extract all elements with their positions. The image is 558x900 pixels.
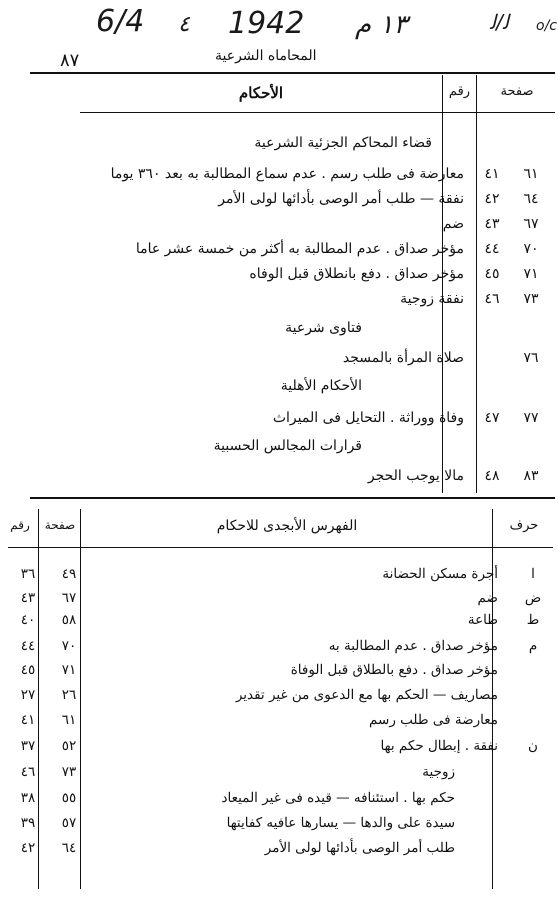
table-row (80, 241, 550, 263)
index-title: مؤخر صداق . عدم المطالبة به (328, 638, 498, 654)
index-page: ٦٤ (61, 840, 77, 856)
table-row (80, 291, 550, 313)
index-page: ٥٧ (61, 815, 77, 831)
lower-col-page-header: صفحة (44, 518, 76, 532)
row-title: مؤخر صداق . دفع بانطلاق قبل الوفاه (249, 266, 464, 282)
row-number: ٤٧ (484, 410, 500, 426)
index-page: ٥٨ (61, 612, 77, 628)
row-number: ٤٢ (484, 191, 500, 207)
section-heading: فتاوى شرعية (285, 320, 362, 336)
index-page: ٧٣ (61, 764, 77, 780)
table-row (80, 191, 550, 213)
index-number: ٣٩ (20, 815, 36, 831)
index-page: ٦١ (61, 712, 77, 728)
row-page: ٦٤ (523, 191, 539, 207)
index-row (8, 638, 553, 660)
index-title: ضم (477, 590, 498, 606)
row-page: ٦٧ (523, 216, 539, 232)
section-heading: قضاء المحاكم الجزئية الشرعية (254, 135, 432, 151)
row-page: ٧٣ (523, 291, 539, 307)
handwritten-number: ١٣ م (355, 10, 408, 40)
upper-col-num-header: رقم (448, 84, 471, 99)
handwritten-fraction: ﻟ/ﻟ (490, 10, 509, 34)
handwritten-corner-note: o/c (536, 18, 557, 34)
index-title: أجرة مسكن الحضانة (382, 566, 498, 582)
index-title: نفقة . إبطال حكم بها (380, 738, 498, 754)
index-number: ٤١ (20, 712, 36, 728)
index-title: زوجية (422, 764, 455, 780)
index-row (8, 712, 553, 734)
index-number: ٣٨ (20, 790, 36, 806)
handwritten-year: 1942 (228, 6, 305, 41)
index-letter: ا (531, 566, 535, 582)
row-title: وفاة ووراثة . التحايل فى الميراث (272, 410, 464, 426)
table-row (80, 468, 550, 490)
index-number: ٢٧ (20, 687, 36, 703)
index-title: طلب أمر الوصى بأدائها لولى الأمر (264, 840, 455, 856)
index-number: ٣٧ (20, 738, 36, 754)
index-letter: ن (528, 738, 538, 754)
journal-title: المحاماه الشرعية (215, 48, 317, 64)
index-title: مصاريف — الحكم بها مع الدعوى من غير تقدير (235, 687, 498, 703)
index-letter: ط (526, 612, 540, 628)
row-number: ٤٦ (484, 291, 500, 307)
table-row (80, 166, 550, 188)
row-page: ٨٣ (523, 468, 539, 484)
index-number: ٤٢ (20, 840, 36, 856)
index-row (8, 790, 553, 812)
page-number: ٨٧ (60, 50, 80, 71)
row-page: ٧٧ (523, 410, 539, 426)
index-number: ٤٣ (20, 590, 36, 606)
upper-table-header-rule (80, 112, 555, 113)
row-title: ضم (442, 216, 464, 232)
row-title: مؤخر صداق . عدم المطالبة به أكثر من خمسة عشر عاما (135, 241, 464, 257)
index-row (8, 687, 553, 709)
index-row (8, 662, 553, 684)
header-rule (30, 72, 555, 74)
index-number: ٤٥ (20, 662, 36, 678)
index-row (8, 815, 553, 837)
handwritten-mark: ٤ (178, 12, 190, 37)
index-letter: ض (524, 590, 542, 606)
index-page: ٤٩ (61, 566, 77, 582)
index-row (8, 738, 553, 760)
upper-col-page-header: صفحة (500, 84, 534, 99)
lower-table-header-rule (8, 547, 553, 548)
index-page: ٧٠ (61, 638, 77, 654)
lower-col-title-header: الفهرس الأبجدى للاحكام (216, 518, 358, 534)
section-heading: قرارات المجالس الحسبية (213, 438, 362, 454)
row-number: ٤٣ (484, 216, 500, 232)
row-title: نفقة زوجية (400, 291, 464, 307)
index-page: ٢٦ (61, 687, 77, 703)
section-heading: الأحكام الأهلية (280, 378, 362, 394)
index-row (8, 566, 553, 588)
index-number: ٤٤ (20, 638, 36, 654)
index-title: حكم بها . استئنافه — قيده فى غير الميعاد (221, 790, 455, 806)
index-title: معارضة فى طلب رسم (369, 712, 498, 728)
table-row (80, 266, 550, 288)
handwritten-date: 6/4 (96, 4, 145, 39)
row-number: ٤٨ (484, 468, 500, 484)
lower-col-num-header: رقم (10, 518, 30, 532)
row-title: صلاة المرأة بالمسجد (342, 350, 464, 366)
table-row (80, 410, 550, 432)
row-title: نفقة — طلب أمر الوصى بأدائها لولى الأمر (218, 191, 464, 207)
row-title: مالا يوجب الحجر (367, 468, 464, 484)
index-title: مؤخر صداق . دفع بالطلاق قبل الوفاة (290, 662, 498, 678)
index-page: ٦٧ (61, 590, 77, 606)
index-number: ٣٦ (20, 566, 36, 582)
row-title: معارضة فى طلب رسم . عدم سماع المطالبة به بعد ٣٦٠ يوما (110, 166, 464, 182)
row-page: ٦١ (523, 166, 539, 182)
index-number: ٤٦ (20, 764, 36, 780)
index-row (8, 764, 553, 786)
row-page: ٧١ (523, 266, 539, 282)
index-row (8, 612, 553, 634)
row-number: ٤١ (484, 166, 500, 182)
row-number: ٤٤ (484, 241, 500, 257)
index-row (8, 840, 553, 862)
index-page: ٧١ (61, 662, 77, 678)
index-row (8, 590, 553, 612)
index-letter: م (528, 638, 538, 654)
table-row (80, 350, 550, 372)
lower-col-letter-header: حرف (509, 518, 539, 533)
index-title: سيدة على والدها — يسارها عافيه كفايتها (226, 815, 455, 831)
row-number: ٤٥ (484, 266, 500, 282)
index-page: ٥٥ (61, 790, 77, 806)
row-page: ٧٠ (523, 241, 539, 257)
section-separator (30, 497, 555, 499)
row-page: ٧٦ (523, 350, 539, 366)
index-title: طاعة (467, 612, 498, 628)
index-number: ٤٠ (20, 612, 36, 628)
index-page: ٥٢ (61, 738, 77, 754)
table-row (80, 216, 550, 238)
upper-col-title-header: الأحكام (238, 84, 284, 102)
